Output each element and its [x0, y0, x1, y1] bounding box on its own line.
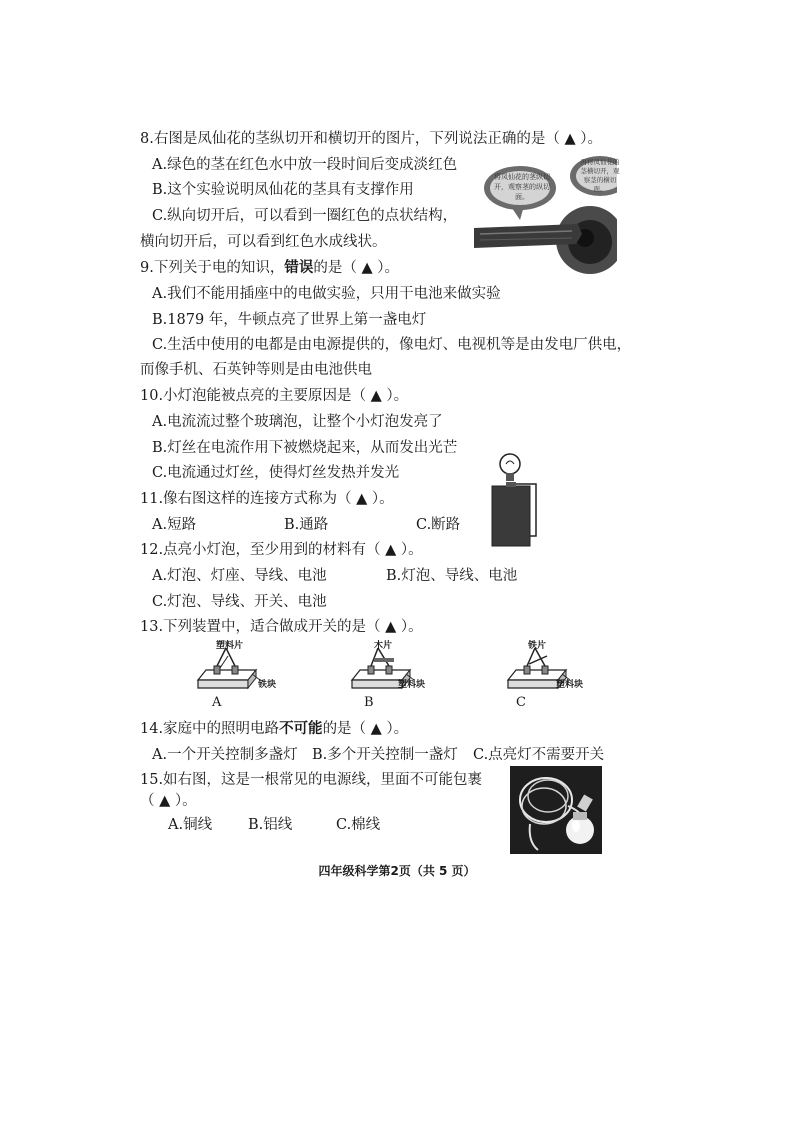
q14-option-a: A.一个开关控制多盏灯: [152, 747, 298, 763]
q12-option-c: C.灯泡、导线、开关、电池: [152, 594, 327, 610]
switch-b-side-label: 塑料块: [398, 680, 426, 690]
q11-option-a: A.短路: [152, 517, 197, 533]
q8-stem: 8.右图是凤仙花的茎纵切开和横切开的图片，下列说法正确的是（ ▲ ）。: [140, 131, 602, 147]
q9-option-b: B.1879 年，牛顿点亮了世界上第一盏电灯: [152, 312, 427, 328]
switch-c-side-label: 塑料块: [556, 680, 584, 690]
q10-option-c: C.电流通过灯丝，使得灯丝发热并发光: [152, 465, 400, 481]
q9-option-c-line1: C.生活中使用的电都是由电源提供的，像电灯、电视机等是由发电厂供电，: [152, 337, 632, 353]
q15-option-a: A.铜线: [168, 817, 213, 833]
q15-stem: 15.如右图，这是一根常见的电源线，里面不可能包裹: [140, 772, 483, 788]
q15-option-b: B.铝线: [248, 817, 293, 833]
q8-option-c-line2: 横向切开后，可以看到红色水成线状。: [140, 234, 387, 250]
q11-option-c: C.断路: [416, 517, 461, 533]
page-footer: 四年级科学第2页（共 5 页）: [318, 864, 476, 878]
q9-stem-bold: 错误: [284, 259, 314, 276]
q15-stem-line2: （ ▲ ）。: [140, 793, 197, 809]
switch-c-letter: C: [516, 695, 526, 710]
q11-stem: 11.像右图这样的连接方式称为（ ▲ ）。: [140, 491, 394, 507]
q10-option-a: A.电流流过整个玻璃泡，让整个小灯泡发亮了: [152, 414, 443, 430]
q15-option-c: C.棉线: [336, 817, 381, 833]
q10-option-b: B.灯丝在电流作用下被燃烧起来，从而发出光芒: [152, 440, 458, 456]
q12-option-a: A.灯泡、灯座、导线、电池: [152, 568, 327, 584]
q8-bubble-left-text: 将凤仙花的茎纵切开，观察茎的纵切面。: [494, 173, 550, 201]
q9-stem: [140, 259, 399, 277]
switch-b-letter: B: [364, 695, 374, 710]
power-cord-bulb-photo: [510, 766, 602, 854]
q9-option-a: A.我们不能用插座中的电做实验，只用干电池来做实验: [152, 286, 501, 302]
q14-stem-bold: 不可能: [279, 720, 323, 737]
q9-option-c-line2: 而像手机、石英钟等则是由电池供电: [140, 362, 372, 378]
q8-option-c-line1: C.纵向切开后，可以看到一圈红色的点状结构，: [152, 208, 458, 224]
switch-a-top-label: 塑料片: [216, 641, 244, 651]
switch-c-top-label: 铁片: [528, 641, 547, 651]
q14-stem: [140, 720, 408, 738]
q10-stem: 10.小灯泡能被点亮的主要原因是（ ▲ ）。: [140, 388, 409, 404]
q12-option-b: B.灯泡、导线、电池: [386, 568, 518, 584]
q8-option-a: A.绿色的茎在红色水中放一段时间后变成淡红色: [152, 157, 458, 173]
q14-option-b: B.多个开关控制一盏灯: [312, 747, 458, 763]
q14-stem-post: 的是（ ▲ ）。: [322, 721, 409, 737]
q14-stem-pre: 14.家庭中的照明电路: [140, 721, 280, 737]
q12-stem: 12.点亮小灯泡，至少用到的材料有（ ▲ ）。: [140, 542, 423, 558]
q13-stem: 13.下列装置中，适合做成开关的是（ ▲ ）。: [140, 619, 423, 635]
q8-option-b: B.这个实验说明凤仙花的茎具有支撑作用: [152, 182, 414, 198]
switch-a-side-label: 铁块: [258, 680, 277, 690]
q11-option-b: B.通路: [284, 517, 329, 533]
q8-bubble-right-text: 再将凤仙花的茎横切开，观察茎的横切面。: [580, 158, 620, 193]
bulb-battery-circuit-figure: [484, 450, 544, 550]
switch-a-letter: A: [212, 695, 222, 710]
q14-option-c: C.点亮灯不需要开关: [473, 747, 605, 763]
switch-b-top-label: 木片: [374, 641, 393, 651]
q9-stem-post: 的是（ ▲ ）。: [313, 260, 399, 276]
q9-stem-pre: 9.下列关于电的知识，: [140, 260, 285, 276]
